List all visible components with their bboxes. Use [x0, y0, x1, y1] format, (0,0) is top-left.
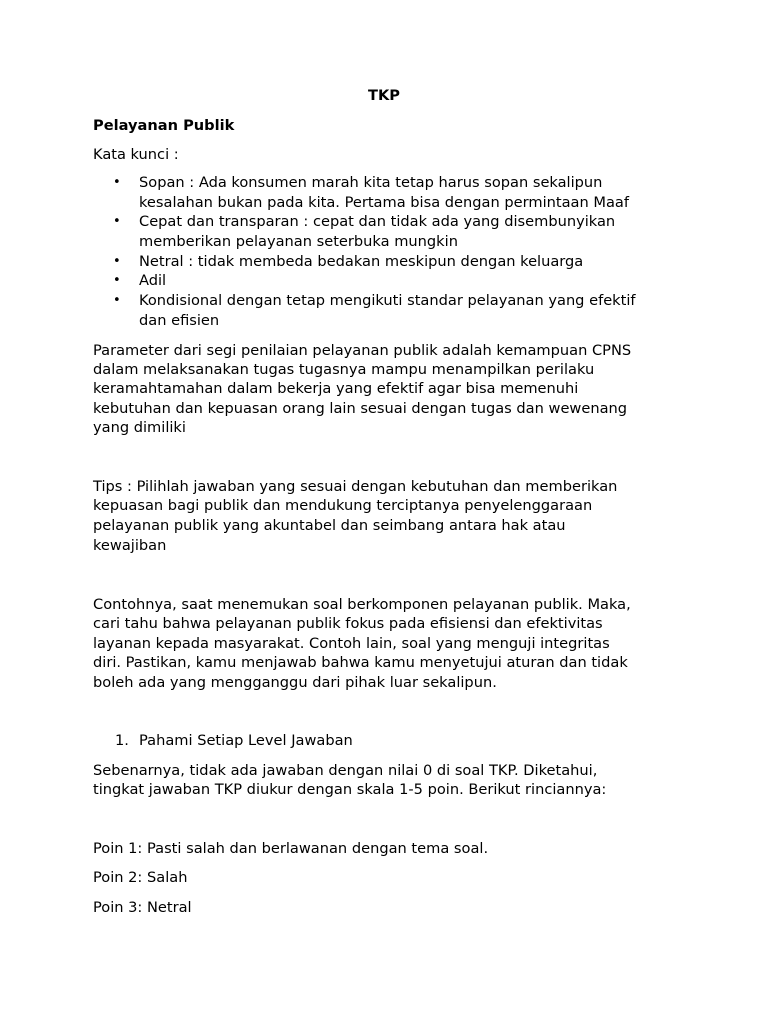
item-number: 1. — [115, 732, 129, 749]
section-heading: Pelayanan Publik — [93, 117, 235, 134]
bullet-icon: • — [113, 175, 121, 190]
paragraph-line: Parameter dari segi penilaian pelayanan publik adalah kemampuan CPNS — [93, 342, 632, 359]
paragraph-line: Contohnya, saat menemukan soal berkomponen pelayanan publik. Maka, — [93, 596, 631, 613]
keywords-label: Kata kunci : — [93, 146, 179, 163]
paragraph-line: diri. Pastikan, kamu menjawab bahwa kamu menyetujui aturan dan tidak — [93, 654, 628, 671]
list-item-line: Netral : tidak membeda bedakan meskipun dengan keluarga — [139, 253, 584, 270]
bullet-icon: • — [113, 293, 121, 308]
paragraph-line: tingkat jawaban TKP diukur dengan skala 1-5 poin. Berikut rinciannya: — [93, 781, 607, 798]
paragraph-line: Tips : Pilihlah jawaban yang sesuai dengan kebutuhan dan memberikan — [93, 478, 618, 495]
doc-title: TKP — [368, 87, 400, 104]
paragraph-line: pelayanan publik yang akuntabel dan seimbang antara hak atau — [93, 517, 566, 534]
list-item-line: Sopan : Ada konsumen marah kita tetap harus sopan sekalipun — [139, 174, 603, 191]
list-item-line: Kondisional dengan tetap mengikuti standar pelayanan yang efektif — [139, 292, 636, 309]
paragraph-line: keramahtamahan dalam bekerja yang efektif agar bisa memenuhi — [93, 380, 579, 397]
item-text: Pahami Setiap Level Jawaban — [139, 732, 353, 749]
paragraph-line: dalam melaksanakan tugas tugasnya mampu menampilkan perilaku — [93, 361, 595, 378]
list-item-line: Cepat dan transparan : cepat dan tidak ada yang disembunyikan — [139, 213, 616, 230]
paragraph-line: yang dimiliki — [93, 419, 186, 436]
list-item-line: memberikan pelayanan seterbuka mungkin — [139, 233, 458, 250]
list-item-line: kesalahan bukan pada kita. Pertama bisa dengan permintaan Maaf — [139, 194, 630, 211]
list-item-line: dan efisien — [139, 312, 220, 329]
paragraph-line: boleh ada yang mengganggu dari pihak luar sekalipun. — [93, 674, 497, 691]
paragraph-line: Sebenarnya, tidak ada jawaban dengan nilai 0 di soal TKP. Diketahui, — [93, 762, 598, 779]
point-line: Poin 3: Netral — [93, 899, 192, 916]
list-item-line: Adil — [139, 272, 167, 289]
paragraph-line: kewajiban — [93, 537, 167, 554]
paragraph-line: layanan kepada masyarakat. Contoh lain, soal yang menguji integritas — [93, 635, 610, 652]
paragraph-line: cari tahu bahwa pelayanan publik fokus pada efisiensi dan efektivitas — [93, 615, 603, 632]
paragraph-line: kebutuhan dan kepuasan orang lain sesuai dengan tugas dan wewenang — [93, 400, 628, 417]
bullet-icon: • — [113, 254, 121, 269]
bullet-icon: • — [113, 214, 121, 229]
point-line: Poin 2: Salah — [93, 869, 188, 886]
bullet-icon: • — [113, 273, 121, 288]
point-line: Poin 1: Pasti salah dan berlawanan dengan tema soal. — [93, 840, 489, 857]
paragraph-line: kepuasan bagi publik dan mendukung terciptanya penyelenggaraan — [93, 497, 593, 514]
